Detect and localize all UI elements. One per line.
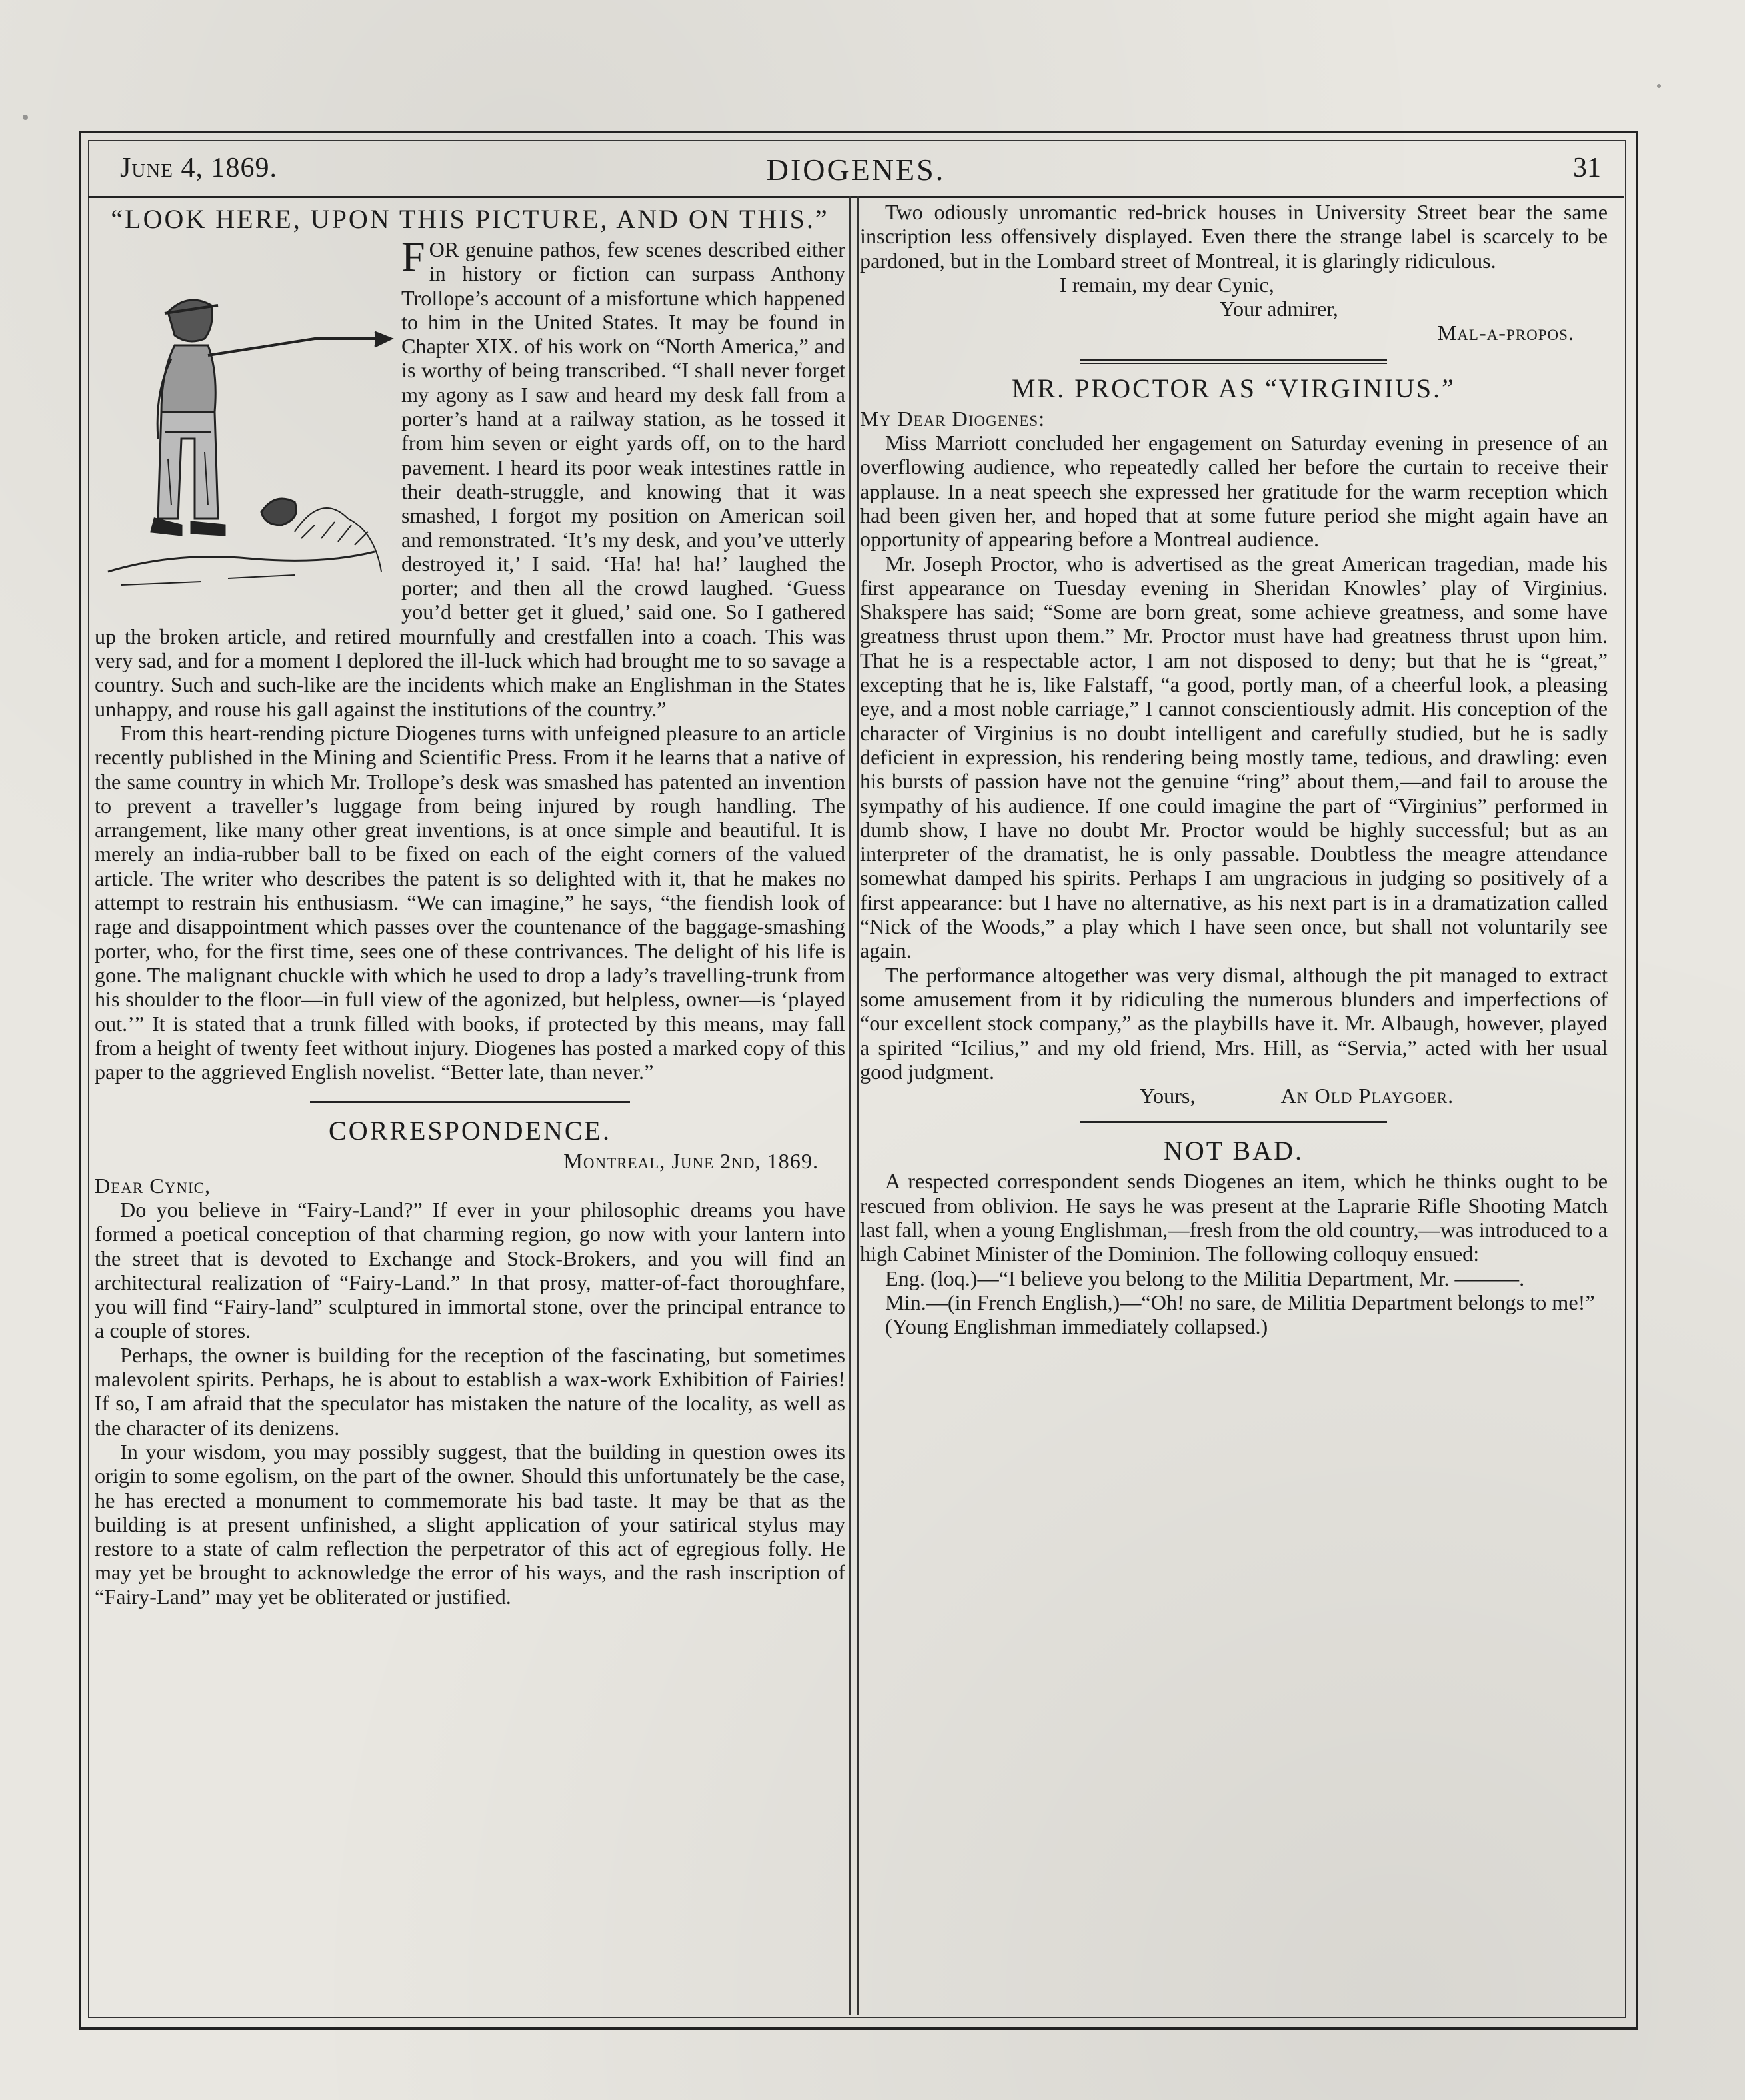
print-speck [1657,84,1661,88]
proctor-paragraph-3: The performance altogether was very dismal, although the pit managed to extract some amusement from it by ridiculing the numerous blunders and imperfections of “our excellent stock company,” as the playbills have it. Mr. Albaugh, however, played a spirited “Icilius,” and my old friend, Mrs. Hill, as “Servia,” acted with her usual good judgment. [860,962,1608,1084]
article-heading-picture: “LOOK HERE, UPON THIS PICTURE, AND ON THIS.” [111,204,829,234]
right-column [860,200,1608,1338]
proctor-yours: Yours, [1140,1084,1196,1108]
correspondence-paragraph-4: Two odiously unromantic red-brick houses in University Street bear the same inscription less offensively displayed. Even there the strange label is scarcely to be pardoned, but in the Lombard street of Montreal, it is glaringly ridiculous. [860,200,1608,273]
picture-paragraph-1: FOR genuine pathos, few scenes described either in history or fiction can surpass Anthony Trollope’s account of a misfortune which happened to him in the United States. It may be found in Chapter XIX. of his work on “North America,” and is worthy of being transcribed. “I shall never forget my agony as I saw and heard my desk fall from a porter’s hand at a railway station, as he tossed it from him seven or eight yards off, on to the hard pavement. I heard its poor weak intestines rattle in their death-struggle, and knowing that it was smashed, I forgot my position on American soil and remonstrated. ‘It’s my desk, and you’ve utterly destroyed it,’ I said. ‘Ha! ha! ha!’ laughed the porter; and then all the crowd laughed. ‘Guess you’d better get it glued,’ said one. So I gathered up the broken article, and retired mournfully and crestfallen into a coach. This was very sad, and for a moment I deplored the ill-luck which had brought me to so savage a country. Such and such-like are the incidents which make an Englishman in the States unhappy, and rouse his gall against the institutions of the country.” [95,233,845,721]
section-rule [310,1101,630,1106]
correspondence-salutation: Dear Cynic, [95,1173,211,1198]
correspondence-paragraph-2: Perhaps, the owner is building for the reception of the fascinating, but sometimes malevolent spirits. Perhaps, he is about to establish a wax-work Exhibition of Fairies! If so, I am afraid that the speculator has mistaken the nature of the locality, as well as the character of its denizens. [95,1342,845,1440]
not-bad-paragraph-2: Eng. (loq.)—“I believe you belong to the Militia Department, Mr. ———. [885,1266,1525,1290]
not-bad-paragraph-3: Min.—(in French English,)—“Oh! no sare, de Militia Department belongs to me!” [885,1290,1595,1314]
correspondence-closing-2: Your admirer, [1220,297,1338,321]
proctor-heading: MR. PROCTOR AS “VIRGINIUS.” [1012,373,1456,403]
correspondence-heading: CORRESPONDENCE. [329,1116,611,1146]
proctor-paragraph-1: Miss Marriott concluded her engagement on Saturday evening in presence of an overflowing audience, who repeatedly called her before the curtain to receive their applause. In a neat speech she expressed her gratitude for the warm reception which had been given her, and hoped that at some future period she might again have an opportunity of appearing before a Montreal audience. [860,431,1608,552]
porter-illustration [95,239,392,612]
page-number: 31 [1573,153,1601,183]
section-rule [1080,359,1387,364]
picture-paragraph-2: From this heart-rending picture Diogenes turns with unfeigned pleasure to an article recently published in the Mining and Scientific Press. From it he learns that a native of the same country in which Mr. Trollope’s desk was smashed has patented an invention to prevent a traveller’s luggage from being injured by rough handling. The arrangement, like many other great inventions, is at once simple and beautiful. It is merely an india-rubber ball to be fixed on each of the eight corners of the valued article. The writer who describes the patent is so delighted with it, that he makes no attempt to restrain his enthusiasm. “We can imagine,” he says, “the fiendish look of rage and disappointment which passes over the countenance of the baggage-smashing porter, who, for the first time, sees one of these contrivances. The delight of his life is gone. The malignant chuckle with which he used to drop a lady’s travelling-trunk from his shoulder to the floor—in full view of the agonized, but helpless, owner—is ‘played out.’” It is stated that a trunk filled with books, if protected by this means, may fall from a height of twenty feet without injury. Diogenes has posted a marked copy of this paper to the aggrieved English novelist. “Better late, than never.” [95,720,845,1084]
proctor-paragraph-2: Mr. Joseph Proctor, who is advertised as the great American tragedian, made his first appearance on Tuesday evening in Sheridan Knowles’ play of Virginius. Shakspere has said; “Some are born great, some achieve greatness, and some have greatness thrust upon them.” Mr. Proctor must have had greatness thrust upon him. That he is a respectable actor, I am not disposed to deny; but that he is “great,” excepting that he is, like Falstaff, “a good, portly man, of a cheerful look, a pleasing eye, and a most noble carriage,” I cannot conscientiously admit. His conception of the character of Virginius is no doubt intelligent and carefully studied, but he is sadly deficient in expression, his rendering being mostly tame, tedious, and drawling: even his bursts of passion have not the genuine “ring” about them,—and fail to arouse the sympathy of his audience. If one could imagine the part of “Virginius” performed in dumb show, I have no doubt Mr. Proctor would be highly successful; but as an interpreter of the dramatist, he is only passable. Doubtless the meagre attendance somewhat damped his spirits. Perhaps I am ungracious in judging so positively of a first appearance: but I have no alternative, as his next part is in a dramatization called “Nick of the Woods,” a play which I have seen once, but shall not voluntarily see again. [860,551,1608,963]
proctor-closing [860,1084,1608,1108]
section-rule [1080,1121,1387,1126]
not-bad-paragraph-1: A respected correspondent sends Diogenes an item, which he thinks ought to be rescued from oblivion. He says he was present at the Laprarie Rifle Shooting Match last fall, when a young Englishman,—fresh from the old country,—was introduced to a high Cabinet Minister of the Dominion. The following colloquy ensued: [860,1169,1608,1266]
issue-date: June 4, 1869. [120,153,277,183]
not-bad-paragraph-4: (Young Englishman immediately collapsed.) [885,1314,1268,1339]
correspondence-dateline: Montreal, June 2nd, 1869. [563,1149,819,1174]
correspondence-paragraph-1: Do you believe in “Fairy-Land?” If ever in your philosophic dreams you have formed a poetical conception of that charming region, go now with your lantern into the street that is devoted to Exchange and Stock-Brokers, and you will find an architectural realization of “Fairy-Land.” In that prosy, matter-of-fact thoroughfare, you will find “Fairy-land” sculptured in immortal stone, over the principal entrance to a couple of stores. [95,1197,845,1343]
not-bad-heading: NOT BAD. [1164,1136,1304,1166]
publication-title: DIOGENES. [766,153,946,187]
correspondence-closing-1: I remain, my dear Cynic, [1060,272,1274,297]
print-speck [23,115,28,120]
column-divider [849,196,859,2015]
proctor-signature: An Old Playgoer. [1280,1084,1454,1108]
correspondence-paragraph-3-start: In your wisdom, you may possibly suggest, that the building in question owes its origin to some egolism, on the part of the owner. Should this unfortunately be the case, he has erected a monument to commemorate his bad taste. It may be that as the building is at present unfinished, a slight application of your satirical stylus may restore to a state of calm reflection the perpetrator of this act of egregious folly. He may yet be brought to acknowledge the error of his ways, and the rash inscription of “Fairy-Land” may yet be obliterated or justified. [95,1439,845,1609]
correspondence-signature: Mal-a-propos. [1437,321,1574,345]
left-column [88,200,845,1609]
drop-cap-letter: F [401,233,425,280]
proctor-salutation: My Dear Diogenes: [860,406,1046,431]
masthead [88,140,1624,198]
